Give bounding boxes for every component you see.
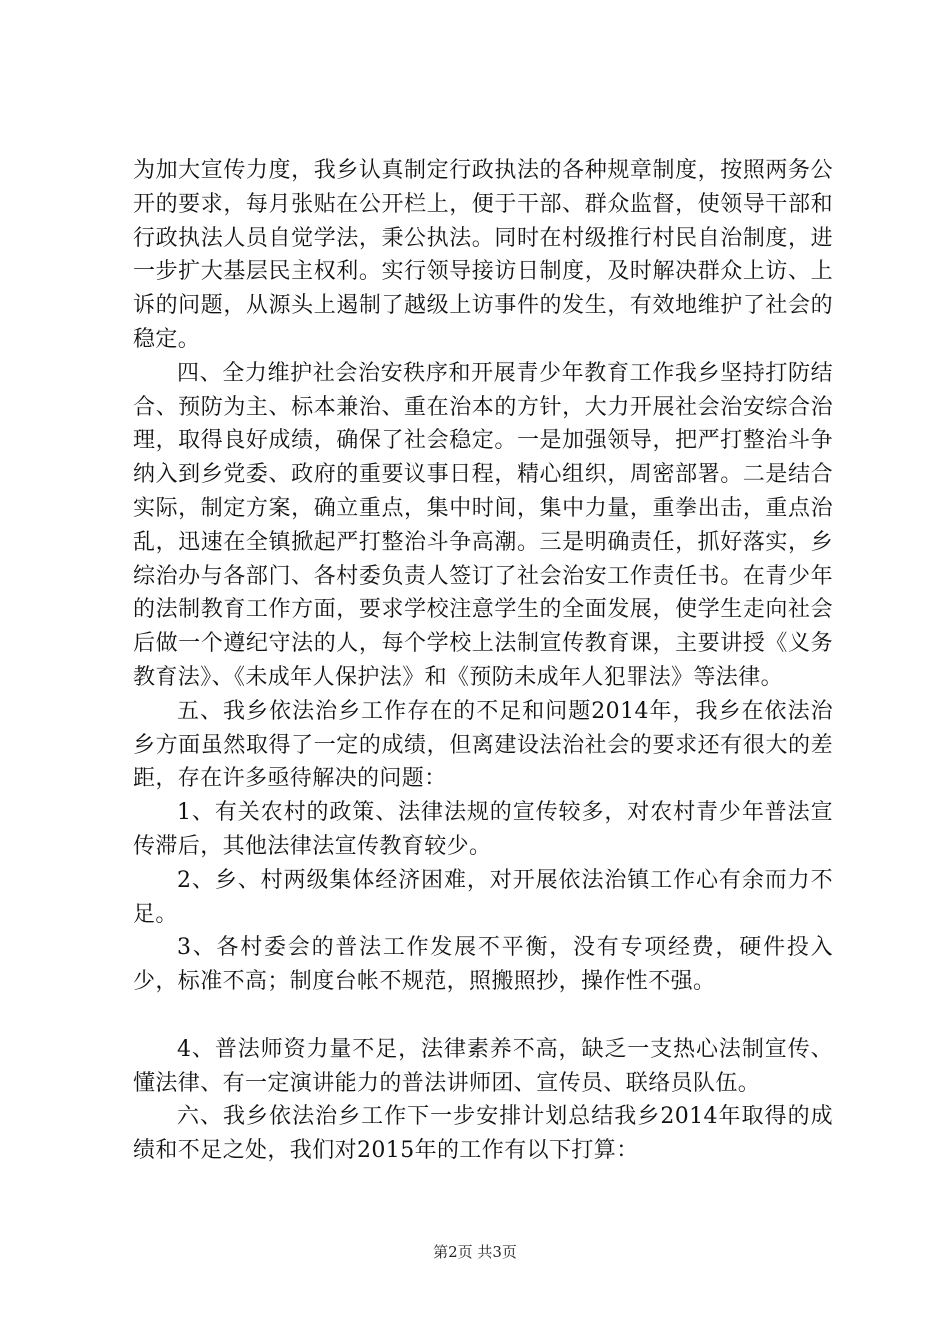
page-number-label: 第2页 共3页 [433,1243,517,1261]
document-body [133,154,833,1168]
page-footer [0,1242,950,1262]
paragraph-continuation: 为加大宣传力度，我乡认真制定行政执法的各种规章制度，按照两务公开的要求，每月张贴在公开栏上，便于干部、群众监督，使领导干部和行政执法人员自觉学法，秉公执法。同时在村级推行村民自治制度，进一步扩大基层民主权利。实行领导接访日制度，及时解决群众上访、上诉的问题，从源头上遏制了越级上访事件的发生，有效地维护了社会的稳定。 [133,158,833,352]
list-item-3: 3、各村委会的普法工作发展不平衡，没有专项经费，硬件投入少，标准不高；制度台帐不规范，照搬照抄，操作性不强。 [133,935,833,995]
list-item-4: 4、普法师资力量不足，法律素养不高，缺乏一支热心法制宣传、懂法律、有一定演讲能力的普法讲师团、宣传员、联络员队伍。 [133,1036,833,1096]
list-item-1: 1、有关农村的政策、法律法规的宣传较多，对农村青少年普法宣传滞后，其他法律法宣传教育较少。 [133,800,833,859]
list-item-2: 2、乡、村两级集体经济困难，对开展依法治镇工作心有余而力不足。 [133,867,833,927]
paragraph-section-six: 六、我乡依法治乡工作下一步安排计划总结我乡2014年取得的成绩和不足之处，我们对2015年的工作有以下打算： [133,1104,833,1164]
paragraph-section-five: 五、我乡依法治乡工作存在的不足和问题2014年，我乡在依法治乡方面虽然取得了一定的成绩，但离建设法治社会的要求还有很大的差距，存在许多亟待解决的问题： [133,698,833,792]
paragraph-section-four: 四、全力维护社会治安秩序和开展青少年教育工作我乡坚持打防结合、预防为主、标本兼治、重在治本的方针，大力开展社会治安综合治理，取得良好成绩，确保了社会稳定。一是加强领导，把严打整治斗争纳入到乡党委、政府的重要议事日程，精心组织，周密部署。二是结合实际，制定方案，确立重点，集中时间，集中力量，重拳出击，重点治乱，迅速在全镇掀起严打整治斗争高潮。三是明确责任，抓好落实，乡综治办与各部门、各村委负责人签订了社会治安工作责任书。在青少年的法制教育工作方面，要求学校注意学生的全面发展，使学生走向社会后做一个遵纪守法的人，每个学校上法制宣传教育课，主要讲授《义务教育法》、《未成年人保护法》和《预防未成年人犯罪法》等法律。 [133,360,833,690]
